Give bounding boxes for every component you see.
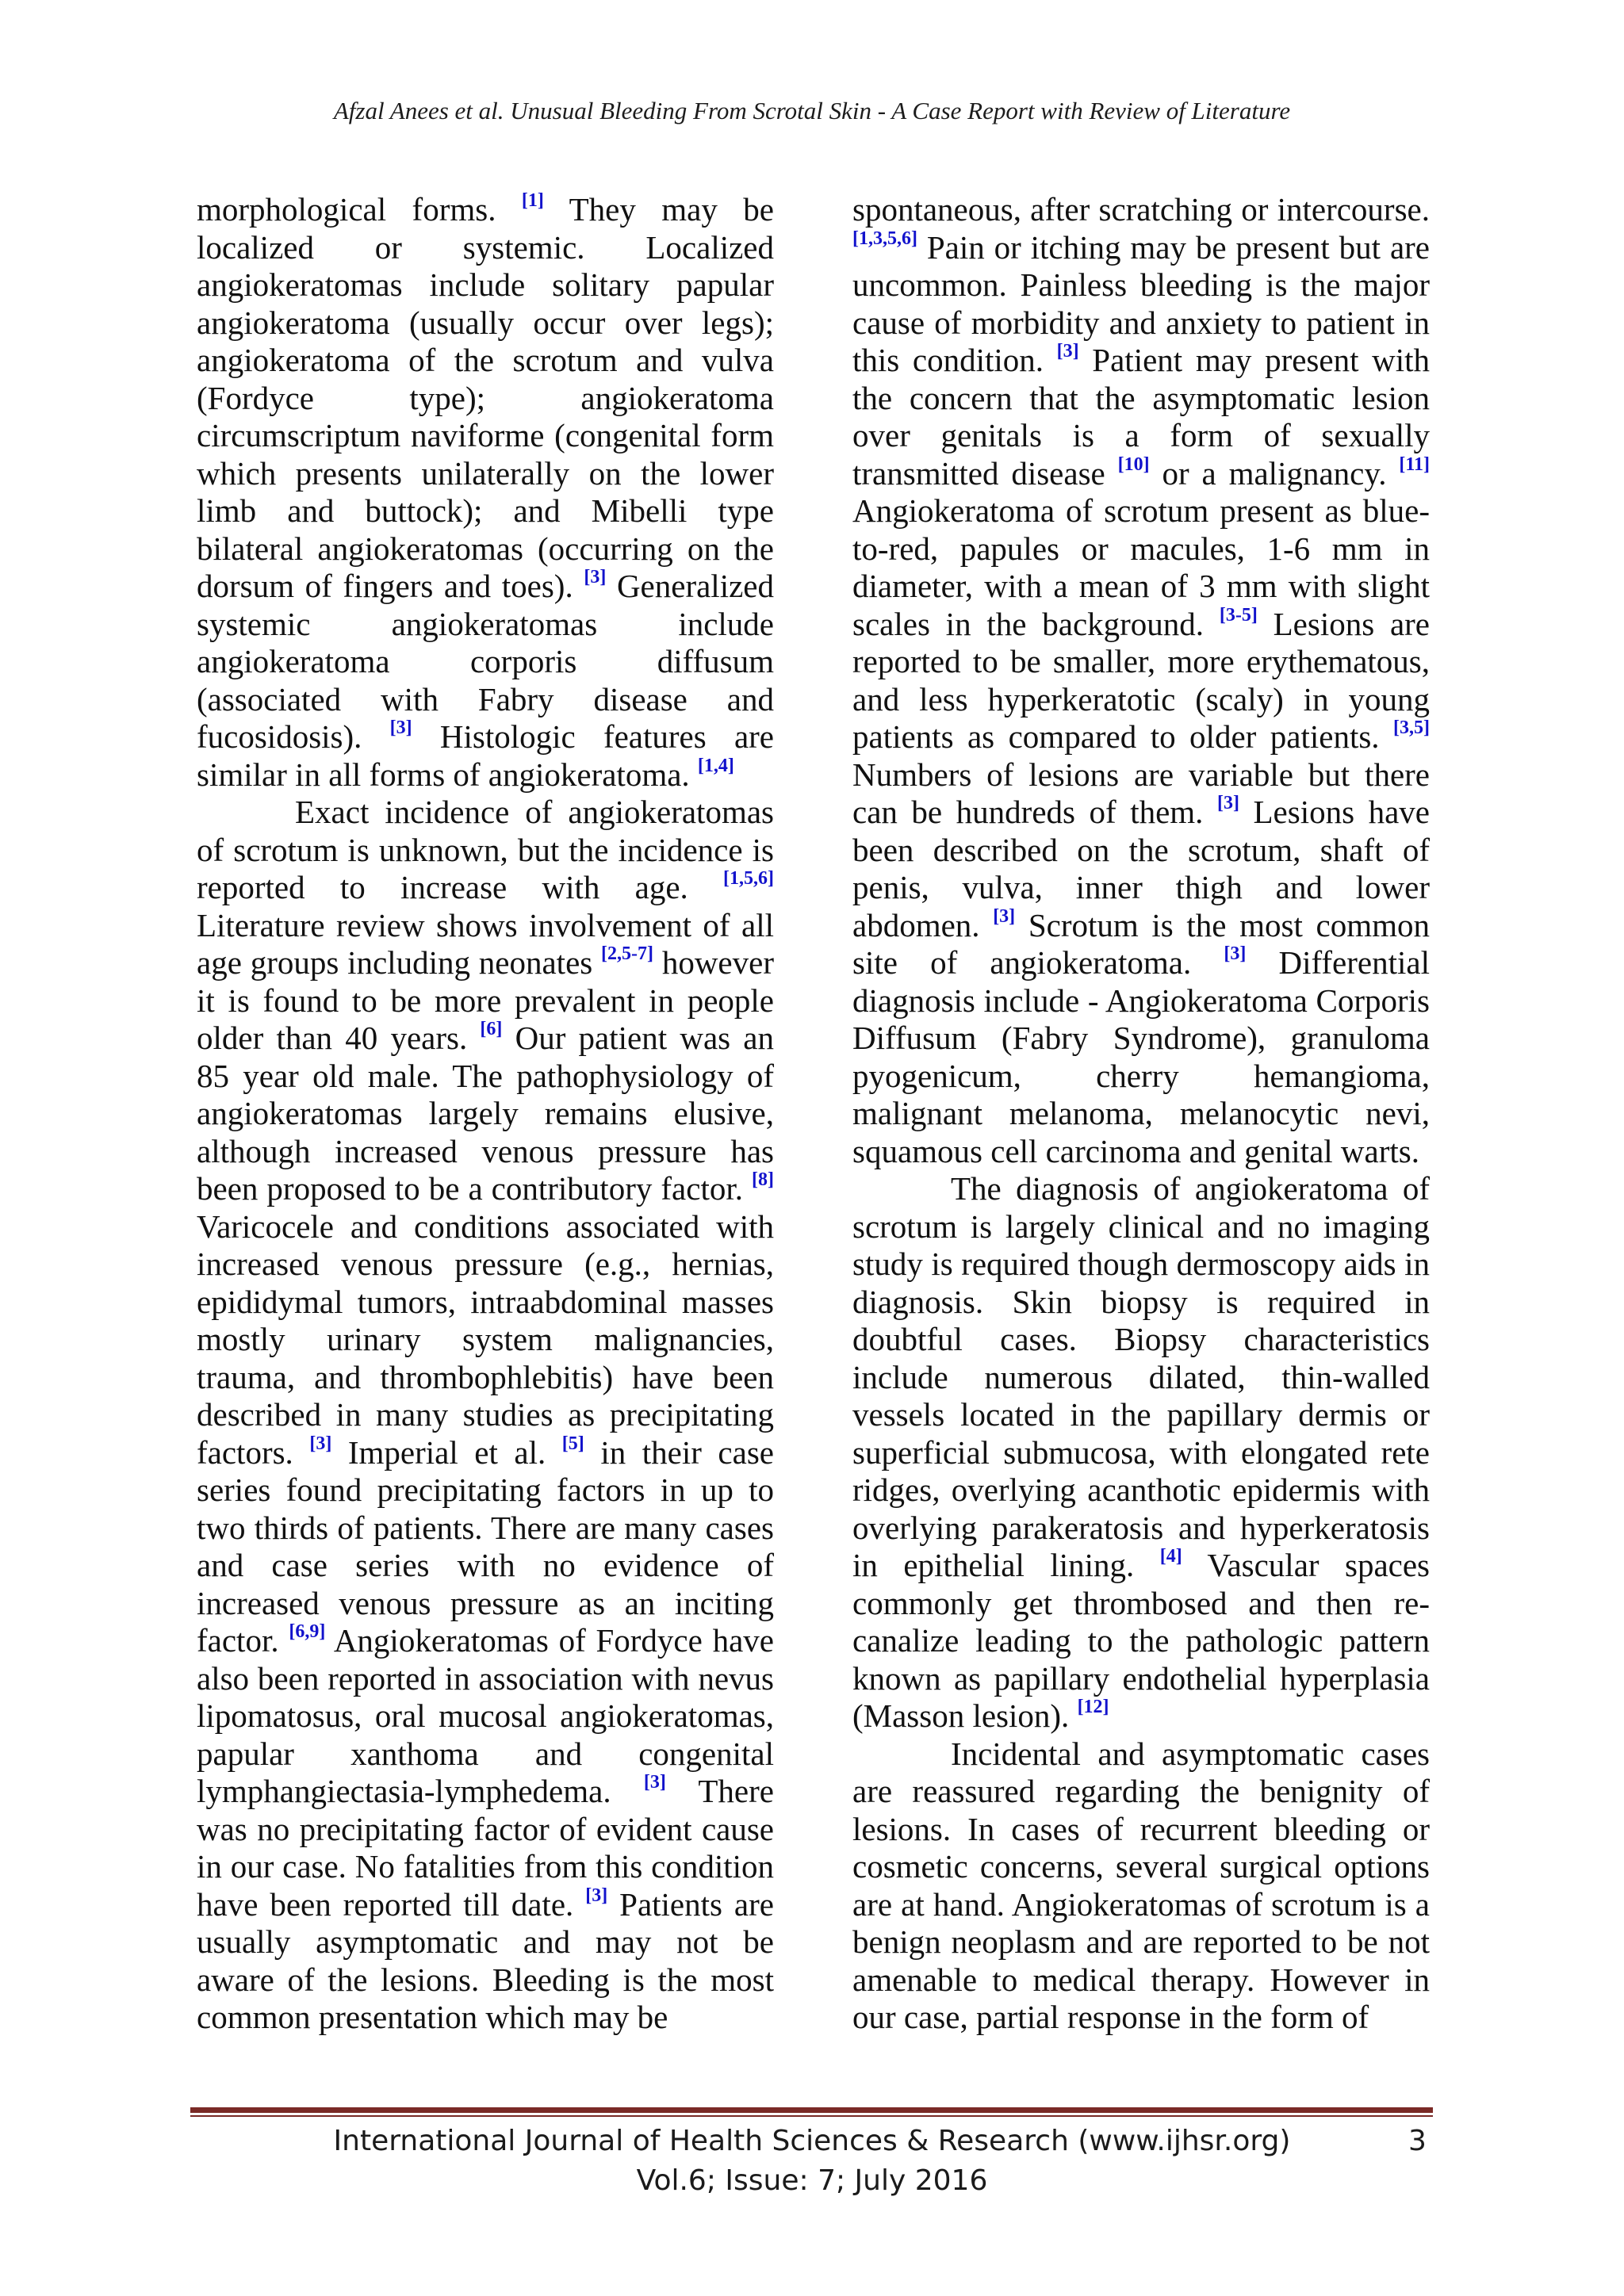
text-run: Generalized systemic angiokeratomas include angiokeratoma corporis diffusum (associated with Fabry disease and fucosidosis). [197, 568, 774, 755]
text-run: Varicocele and conditions associated with increased venous pressure (e.g., hernias, epididymal tumors, intraabdominal masses mostly urinary system malignancies, trauma, and thrombophlebitis) have been described in many studies as precipitating factors. [197, 1207, 774, 1471]
text-run: Patient may present with the concern that the asymptomatic lesion over genitals is a form of sexually transmitted disease [852, 342, 1431, 492]
text-run: Lesions are reported to be smaller, more erythematous, and less hyperkeratotic (scaly) in young patients as compared to older patients. [852, 605, 1430, 755]
citation-ref[interactable]: [3] [584, 567, 607, 587]
body-paragraph [852, 191, 1430, 1170]
citation-ref[interactable]: [4] [1159, 1546, 1182, 1567]
citation-ref[interactable]: [10] [1117, 453, 1150, 475]
left-column [197, 191, 774, 2037]
citation-ref[interactable]: [3] [1224, 943, 1247, 964]
text-run: Our patient was an 85 year old male. The pathophysiology of angiokeratomas largely remains elusive, although increased venous pressure has been proposed to be a contributory factor. [197, 1020, 774, 1207]
text-run: Patients are usually asymptomatic and may not be aware of the lesions. Bleeding is the most common presentation which may be [197, 1885, 774, 2035]
citation-ref[interactable]: [3] [1056, 341, 1079, 362]
citation-ref[interactable]: [1,5,6] [723, 868, 774, 889]
text-run: Lesions have been described on the scrotum, shaft of penis, vulva, inner thigh and lower abdomen. [852, 794, 1430, 943]
body-paragraph [197, 794, 774, 2037]
citation-ref[interactable]: [12] [1077, 1697, 1109, 1717]
text-run: Histologic features are similar in all forms of angiokeratoma. [197, 718, 775, 793]
page-number: 3 [1408, 2125, 1427, 2157]
citation-ref[interactable]: [1,3,5,6] [852, 228, 917, 249]
text-run: Scrotum is the most common site of angiokeratoma. [852, 906, 1430, 981]
citation-ref[interactable]: [3] [389, 718, 412, 738]
running-header: Afzal Anees et al. Unusual Bleeding From Scrotal Skin - A Case Report with Review of Literature [333, 97, 1291, 124]
citation-ref[interactable]: [3-5] [1219, 604, 1258, 626]
text-run: The diagnosis of angiokeratoma of scrotum is largely clinical and no imaging study is required though dermoscopy aids in diagnosis. Skin biopsy is required in doubtful cases. Biopsy characteristics include numerous dilated, thin-walled vessels located in the papillary dermis or superficial submucosa, with elongated rete ridges, overlying acanthotic epidermis with overlying parakeratosis and hyperkeratosis in epithelial lining. [852, 1170, 1430, 1583]
footer-volume: Vol.6; Issue: 7; July 2016 [636, 2164, 988, 2197]
text-run: however it is found to be more prevalent in people older than 40 years. [197, 944, 774, 1056]
right-column [852, 191, 1430, 2037]
body-paragraph [852, 1170, 1430, 1735]
text-run: Exact incidence of angiokeratomas of scrotum is unknown, but the incidence is reported to increase with age. [197, 794, 774, 905]
citation-ref[interactable]: [3] [1216, 793, 1239, 813]
citation-ref[interactable]: [8] [752, 1169, 774, 1190]
citation-ref[interactable]: [3] [309, 1433, 332, 1454]
text-run: Angiokeratomas of Fordyce have also been reported in association with nevus lipomatosus, oral mucosal angiokeratomas, papular xanthoma and congenital lymphangiectasia-lymphedema. [197, 1622, 774, 1809]
body-paragraph [852, 1735, 1430, 2037]
citation-ref[interactable]: [3] [993, 905, 1016, 927]
text-run: or a malignancy. [1149, 454, 1400, 492]
citation-ref[interactable]: [1] [521, 190, 544, 211]
text-run: Vascular spaces commonly get thrombosed and then re-canalize leading to the pathologic pattern known as papillary endothelial hyperplasia (Masson lesion). [852, 1547, 1430, 1734]
citation-ref[interactable]: [6,9] [289, 1621, 326, 1642]
text-run: They may be localized or systemic. Localized angiokeratomas include solitary papular angiokeratoma (usually occur over legs); angiokeratoma of the scrotum and vulva (Fordyce type); angiokeratoma circumscriptum naviforme (congenital form which presents unilaterally on the lower limb and buttock); and Mibelli type bilateral angiokeratomas (occurring on the dorsum of fingers and toes). [197, 191, 774, 604]
footer-rule-thin [190, 2115, 1433, 2117]
citation-ref[interactable]: [1,4] [697, 755, 734, 776]
text-run: Angiokeratoma of scrotum present as blue-to-red, papules or macules, 1-6 mm in diameter, with a mean of 3 mm with slight scales in the background. [852, 492, 1430, 642]
body-paragraph [197, 191, 774, 794]
text-run: Literature review shows involvement of all age groups including neonates [197, 906, 774, 981]
text-run: Incidental and asymptomatic cases are reassured regarding the benignity of lesions. In cases of recurrent bleeding or cosmetic concerns, several surgical options are at hand. Angiokeratomas of scrotum is a benign neoplasm and are reported to be not amenable to medical therapy. However in our case, partial response in the form of [852, 1735, 1430, 2035]
citation-ref[interactable]: [11] [1399, 453, 1430, 475]
citation-ref[interactable]: [3] [585, 1885, 608, 1906]
text-run: Numbers of lesions are variable but there can be hundreds of them. [852, 756, 1430, 830]
citation-ref[interactable]: [5] [561, 1433, 584, 1454]
footer-rule [190, 2107, 1433, 2113]
citation-ref[interactable]: [3,5] [1393, 718, 1430, 738]
citation-ref[interactable]: [3] [643, 1772, 666, 1793]
text-run: in their case series found precipitating factors in up to two thirds of patients. There are many cases and case series with no evidence of increased venous pressure as an inciting factor. [197, 1433, 774, 1659]
footer-journal: International Journal of Health Sciences & Research (www.ijhsr.org) [333, 2125, 1291, 2157]
text-run: There was no precipitating factor of evident cause in our case. No fatalities from this condition have been reported till date. [197, 1773, 774, 1923]
text-run: morphological forms. [197, 191, 522, 228]
text-run: Differential diagnosis include - Angiokeratoma Corporis Diffusum (Fabry Syndrome), granuloma pyogenicum, cherry hemangioma, malignant melanoma, melanocytic nevi, squamous cell carcinoma and genital warts. [852, 944, 1430, 1169]
citation-ref[interactable]: [6] [480, 1019, 503, 1039]
text-run: Imperial et al. [331, 1433, 562, 1471]
text-run: Pain or itching may be present but are uncommon. Painless bleeding is the major cause of morbidity and anxiety to patient in this condition. [852, 228, 1430, 378]
citation-ref[interactable]: [2,5-7] [601, 943, 654, 964]
text-run: spontaneous, after scratching or intercourse. [852, 191, 1430, 228]
